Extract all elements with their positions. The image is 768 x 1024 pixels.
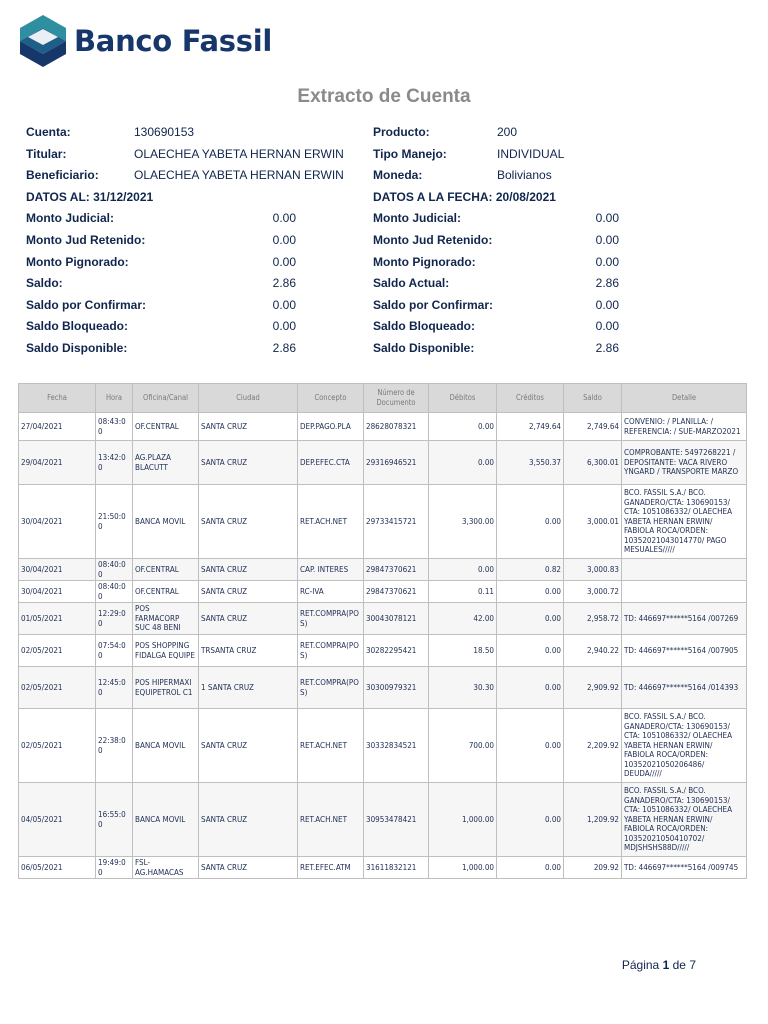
table-cell: 0.00 (429, 559, 497, 581)
table-cell: 6,300.01 (564, 441, 622, 485)
table-cell: 27/04/2021 (19, 413, 96, 441)
table-cell: 1,000.00 (429, 783, 497, 857)
table-cell: 06/05/2021 (19, 857, 96, 879)
table-cell: TD: 446697******5164 /007269 (622, 603, 747, 635)
field-label: Cuenta: (26, 125, 71, 139)
column-header: Créditos (497, 384, 564, 413)
table-row (19, 635, 747, 667)
table-cell: OF.CENTRAL (133, 559, 199, 581)
pager-total: 7 (689, 958, 696, 972)
table-cell: 0.00 (497, 635, 564, 667)
table-cell: 12:45:00 (96, 667, 133, 709)
table-cell: 0.00 (497, 667, 564, 709)
amount-label: Monto Jud Retenido: (26, 232, 146, 247)
table-cell: 30043078121 (364, 603, 429, 635)
table-cell: 07:54:00 (96, 635, 133, 667)
table-cell: 02/05/2021 (19, 709, 96, 783)
page-indicator (622, 958, 696, 972)
field-value: 130690153 (134, 125, 195, 139)
column-header: Débitos (429, 384, 497, 413)
pager-current: 1 (662, 958, 670, 972)
table-cell: POS FARMACORP SUC 48 BENI (133, 603, 199, 635)
column-header: Saldo (564, 384, 622, 413)
info-row-cuenta (26, 122, 356, 144)
info-row-moneda (373, 165, 733, 187)
pager-middle: de (672, 958, 686, 972)
table-cell: SANTA CRUZ (199, 857, 298, 879)
amount-row (26, 295, 356, 317)
table-cell: BCO. FASSIL S.A./ BCO. GANADERO/CTA: 130690153/ CTA: 1051086332/ OLAECHEA YABETA HERNAN ERWIN/ FABIOLA ROCA/ORDEN: 10352021050206486/ DEUDA///// (622, 709, 747, 783)
table-cell: RET.COMPRA(POS) (298, 667, 364, 709)
amount-value: 0.00 (595, 211, 619, 226)
table-row (19, 603, 747, 635)
table-cell: 13:42:00 (96, 441, 133, 485)
table-cell: OF.CENTRAL (133, 413, 199, 441)
table-cell: 3,000.72 (564, 581, 622, 603)
table-cell: 0.00 (429, 441, 497, 485)
table-cell: 12:29:00 (96, 603, 133, 635)
table-cell: 0.00 (497, 783, 564, 857)
table-cell: DEP.PAGO.PLA (298, 413, 364, 441)
table-cell (622, 559, 747, 581)
table-cell: 1,209.92 (564, 783, 622, 857)
table-cell: SANTA CRUZ (199, 559, 298, 581)
table-cell: 0.00 (429, 413, 497, 441)
table-cell: 21:50:00 (96, 485, 133, 559)
amount-value: 0.00 (272, 254, 296, 269)
table-cell: BANCA MOVIL (133, 783, 199, 857)
amount-row (26, 338, 356, 360)
column-header: Hora (96, 384, 133, 413)
table-cell: 3,000.83 (564, 559, 622, 581)
document-title: Extracto de Cuenta (297, 86, 471, 107)
table-cell: TD: 446697******5164 /009745 (622, 857, 747, 879)
amount-value: 2.86 (272, 276, 296, 291)
table-row (19, 485, 747, 559)
table-cell: 04/05/2021 (19, 783, 96, 857)
column-header: Número de Documento (364, 384, 429, 413)
info-row-beneficiario (26, 165, 356, 187)
table-cell: 42.00 (429, 603, 497, 635)
table-cell: 31611832121 (364, 857, 429, 879)
table-row (19, 441, 747, 485)
table-cell: 18.50 (429, 635, 497, 667)
amount-row (373, 252, 733, 274)
amount-label: Saldo: (26, 276, 63, 291)
table-cell: 0.00 (497, 485, 564, 559)
table-row (19, 559, 747, 581)
amount-value: 0.00 (595, 232, 619, 247)
table-row (19, 783, 747, 857)
table-cell: 2,749.64 (564, 413, 622, 441)
date-label: DATOS A LA FECHA: 20/08/2021 (373, 189, 556, 204)
table-cell: 2,940.22 (564, 635, 622, 667)
field-label: Beneficiario: (26, 168, 99, 183)
table-cell: 30/04/2021 (19, 485, 96, 559)
amount-value: 2.86 (272, 340, 296, 355)
table-cell: RET.COMPRA(POS) (298, 603, 364, 635)
amount-value: 0.00 (595, 319, 619, 334)
amount-label: Monto Judicial: (373, 211, 461, 226)
amount-row (373, 230, 733, 252)
table-cell: DEP.EFEC.CTA (298, 441, 364, 485)
table-cell: 209.92 (564, 857, 622, 879)
amount-label: Monto Judicial: (26, 211, 114, 226)
table-cell: 0.00 (497, 709, 564, 783)
table-row (19, 413, 747, 441)
amount-row (26, 230, 356, 252)
table-header-row (19, 384, 747, 413)
table-cell: 22:38:00 (96, 709, 133, 783)
table-cell: 19:49:00 (96, 857, 133, 879)
table-cell: 29/04/2021 (19, 441, 96, 485)
table-cell: SANTA CRUZ (199, 783, 298, 857)
table-cell: TRSANTA CRUZ (199, 635, 298, 667)
table-row (19, 667, 747, 709)
field-label: Producto: (373, 125, 430, 139)
table-cell: POS HIPERMAXI EQUIPETROL C1 (133, 667, 199, 709)
table-cell: RET.ACH.NET (298, 709, 364, 783)
column-header: Ciudad (199, 384, 298, 413)
amount-row (26, 208, 356, 230)
amount-row (373, 273, 733, 295)
table-cell: 2,749.64 (497, 413, 564, 441)
field-label: Titular: (26, 146, 67, 161)
amount-value: 2.86 (595, 340, 619, 355)
table-cell: SANTA CRUZ (199, 709, 298, 783)
table-cell: 30/04/2021 (19, 581, 96, 603)
column-header: Concepto (298, 384, 364, 413)
table-cell: OF.CENTRAL (133, 581, 199, 603)
table-cell: RC-IVA (298, 581, 364, 603)
amount-row (373, 338, 733, 360)
table-cell (622, 581, 747, 603)
table-cell: 08:40:00 (96, 581, 133, 603)
table-cell: 0.82 (497, 559, 564, 581)
info-row-date (373, 187, 733, 209)
table-cell: 29847370621 (364, 581, 429, 603)
table-cell: 29847370621 (364, 559, 429, 581)
table-row (19, 857, 747, 879)
table-cell: 1,000.00 (429, 857, 497, 879)
pager-prefix: Página (621, 958, 660, 972)
amount-value: 0.00 (272, 319, 296, 334)
field-label: Tipo Manejo: (373, 146, 447, 161)
table-cell: 02/05/2021 (19, 667, 96, 709)
right-account-info (373, 122, 733, 360)
amount-value: 0.00 (272, 232, 296, 247)
table-cell: SANTA CRUZ (199, 413, 298, 441)
table-cell: 30300979321 (364, 667, 429, 709)
table-cell: 30332834521 (364, 709, 429, 783)
table-cell: 0.00 (497, 581, 564, 603)
amount-row (373, 295, 733, 317)
amount-label: Saldo Disponible: (373, 340, 475, 355)
field-value: Bolivianos (497, 168, 552, 183)
left-account-info (26, 122, 356, 360)
table-cell: 08:43:00 (96, 413, 133, 441)
field-label: Moneda: (373, 168, 423, 183)
table-cell: SANTA CRUZ (199, 603, 298, 635)
field-value: OLAECHEA YABETA HERNAN ERWIN (134, 168, 344, 183)
amount-label: Saldo Disponible: (26, 340, 128, 355)
table-cell: 02/05/2021 (19, 635, 96, 667)
banco-fassil-logo-icon (20, 15, 66, 67)
table-cell: TD: 446697******5164 /007905 (622, 635, 747, 667)
table-cell: BCO. FASSIL S.A./ BCO. GANADERO/CTA: 130690153/ CTA: 1051086332/ OLAECHEA YABETA HERNAN ERWIN/ FABIOLA ROCA/ORDEN: 10352021043014770/ PAGO MESUALES///// (622, 485, 747, 559)
table-cell: BCO. FASSIL S.A./ BCO. GANADERO/CTA: 130690153/ CTA: 1051086332/ OLAECHEA YABETA HERNAN ERWIN/ FABIOLA ROCA/ORDEN: 10352021050410702/ MDJSHSHS88D///// (622, 783, 747, 857)
transactions-body (19, 413, 747, 879)
table-cell: 30282295421 (364, 635, 429, 667)
table-cell: RET.ACH.NET (298, 485, 364, 559)
table-cell: 0.00 (497, 857, 564, 879)
amount-label: Monto Pignorado: (373, 254, 476, 269)
column-header: Detalle (622, 384, 747, 413)
info-row-producto (373, 122, 733, 144)
table-cell: CONVENIO: / PLANILLA: / REFERENCIA: / SUE-MARZO2021 (622, 413, 747, 441)
amount-label: Saldo Bloqueado: (373, 319, 475, 334)
info-row-date (26, 187, 356, 209)
amount-label: Monto Jud Retenido: (373, 232, 493, 247)
info-row-titular (26, 144, 356, 166)
table-cell: 28628078321 (364, 413, 429, 441)
table-cell: RET.ACH.NET (298, 783, 364, 857)
table-cell: COMPROBANTE: 5497268221 / DEPOSITANTE: VACA RIVERO YNGARD / TRANSPORTE MARZO (622, 441, 747, 485)
amount-row (26, 273, 356, 295)
field-value: 200 (497, 125, 518, 139)
amount-label: Saldo Actual: (373, 276, 450, 291)
table-cell: 29316946521 (364, 441, 429, 485)
amount-row (26, 252, 356, 274)
field-value: INDIVIDUAL (497, 146, 565, 161)
table-cell: 2,958.72 (564, 603, 622, 635)
info-row-tipo-manejo (373, 144, 733, 166)
table-cell: 3,550.37 (497, 441, 564, 485)
amount-value: 0.00 (272, 297, 296, 312)
field-value: OLAECHEA YABETA HERNAN ERWIN (134, 146, 344, 161)
amount-label: Saldo por Confirmar: (373, 297, 494, 312)
table-cell: 700.00 (429, 709, 497, 783)
amount-label: Saldo por Confirmar: (26, 297, 147, 312)
table-cell: 2,209.92 (564, 709, 622, 783)
table-cell: SANTA CRUZ (199, 581, 298, 603)
table-cell: 30953478421 (364, 783, 429, 857)
amount-label: Saldo Bloqueado: (26, 319, 128, 334)
amount-value: 0.00 (595, 254, 619, 269)
column-header: Fecha (19, 384, 96, 413)
table-cell: 30/04/2021 (19, 559, 96, 581)
table-cell: 30.30 (429, 667, 497, 709)
table-cell: AG.PLAZA BLACUTT (133, 441, 199, 485)
table-cell: CAP. INTERES (298, 559, 364, 581)
table-cell: TD: 446697******5164 /014393 (622, 667, 747, 709)
table-cell: POS SHOPPING FIDALGA EQUIPE (133, 635, 199, 667)
amount-row (26, 316, 356, 338)
table-cell: 1 SANTA CRUZ (199, 667, 298, 709)
amount-value: 0.00 (595, 297, 619, 312)
bank-logo (20, 14, 272, 68)
table-cell: 0.00 (497, 603, 564, 635)
table-cell: SANTA CRUZ (199, 441, 298, 485)
bank-name: Banco Fassil (74, 24, 273, 58)
table-cell: RET.EFEC.ATM (298, 857, 364, 879)
amount-row (373, 208, 733, 230)
table-cell: SANTA CRUZ (199, 485, 298, 559)
table-cell: 08:40:00 (96, 559, 133, 581)
table-cell: FSL-AG.HAMACAS (133, 857, 199, 879)
table-row (19, 709, 747, 783)
transactions-table (18, 383, 747, 879)
table-cell: 29733415721 (364, 485, 429, 559)
table-cell: 3,000.01 (564, 485, 622, 559)
table-cell: 3,300.00 (429, 485, 497, 559)
table-cell: 16:55:00 (96, 783, 133, 857)
table-row (19, 581, 747, 603)
amount-value: 2.86 (595, 276, 619, 291)
amount-row (373, 316, 733, 338)
date-label: DATOS AL: 31/12/2021 (26, 189, 154, 204)
table-cell: 01/05/2021 (19, 603, 96, 635)
table-cell: 0.11 (429, 581, 497, 603)
table-cell: BANCA MOVIL (133, 485, 199, 559)
table-cell: BANCA MOVIL (133, 709, 199, 783)
amount-value: 0.00 (272, 211, 296, 226)
column-header: Oficina/Canal (133, 384, 199, 413)
table-cell: 2,909.92 (564, 667, 622, 709)
amount-label: Monto Pignorado: (26, 254, 129, 269)
table-cell: RET.COMPRA(POS) (298, 635, 364, 667)
